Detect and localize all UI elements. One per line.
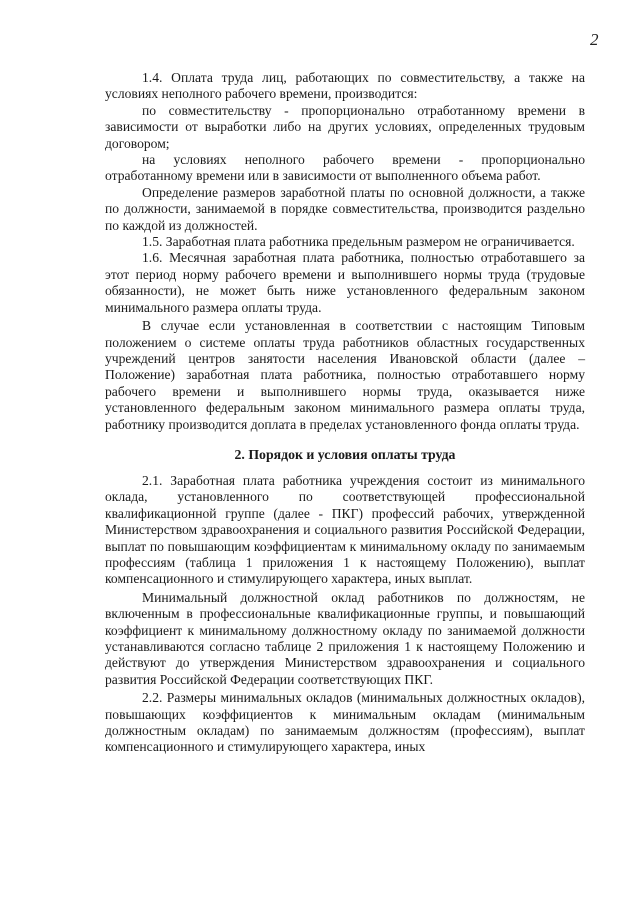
- paragraph-part-time: по совместительству - пропорционально отработанному времени в зависимости от выработки либо на других условиях, определенных трудовым договором;: [105, 102, 585, 151]
- paragraph-2-2: 2.2. Размеры минимальных окладов (минимальных должностных окладов), повышающих коэффициентов к минимальным окладам (минимальным должностным окладам) по занимаемым должностям (профессиям), выплат компенсационного и стимулирующего характера, иных: [105, 690, 585, 755]
- paragraph-2-1: 2.1. Заработная плата работника учреждения состоит из минимального оклада, установленного по соответствующей профессиональной квалификационной группе (далее - ПКГ) профессий рабочих, утвержденной Министерством здравоохранения и социального развития Российской Федерации, выплат по повышающим коэффициентам к минимальному окладу по занимаемым профессиям (таблица 1 приложения 1 к настоящему Положению), выплат компенсационного и стимулирующего характера, иных выплат.: [105, 472, 585, 587]
- page-number: 2: [590, 30, 599, 49]
- paragraph-reduced-hours: на условиях неполного рабочего времени - пропорционально отработанному времени или в зависимости от выполненного объема работ.: [105, 152, 585, 184]
- document-body: [105, 70, 585, 756]
- paragraph-1-4: 1.4. Оплата труда лиц, работающих по совместительству, а также на условиях неполного рабочего времени, производится:: [105, 70, 585, 102]
- paragraph-minimum-wage: В случае если установленная в соответствии с настоящим Типовым положением о системе оплаты труда работников областных государственных учреждений центров занятости населения Ивановской области (далее – Положение) заработная плата работника, полностью отработавшего норму рабочего времени и выполнившего нормы труда, оказывается ниже установленного федеральным законом минимального размера оплаты труда, работнику производится доплата в пределах установленного фонда оплаты труда.: [105, 318, 585, 432]
- paragraph-1-5: 1.5. Заработная плата работника предельным размером не ограничивается.: [142, 234, 575, 250]
- section-2-heading: 2. Порядок и условия оплаты труда: [234, 446, 456, 462]
- paragraph-1-6: 1.6. Месячная заработная плата работника, полностью отработавшего за этот период норму рабочего времени и выполнившего нормы труда (трудовые обязанности), не может быть ниже установленного федеральным законом минимального размера оплаты труда.: [105, 250, 585, 315]
- paragraph-minimum-salary: Минимальный должностной оклад работников по должностям, не включенным в профессиональные квалификационные группы, и повышающий коэффициент к минимальному должностному окладу по занимаемой должности устанавливаются согласно таблице 2 приложения 1 к настоящему Положению и действуют до утверждения Министерством здравоохранения и социального развития Российской Федерации соответствующих ПКГ.: [105, 589, 585, 687]
- paragraph-salary-determination: Определение размеров заработной платы по основной должности, а также по должности, занимаемой в порядке совместительства, производится раздельно по каждой из должностей.: [105, 184, 585, 233]
